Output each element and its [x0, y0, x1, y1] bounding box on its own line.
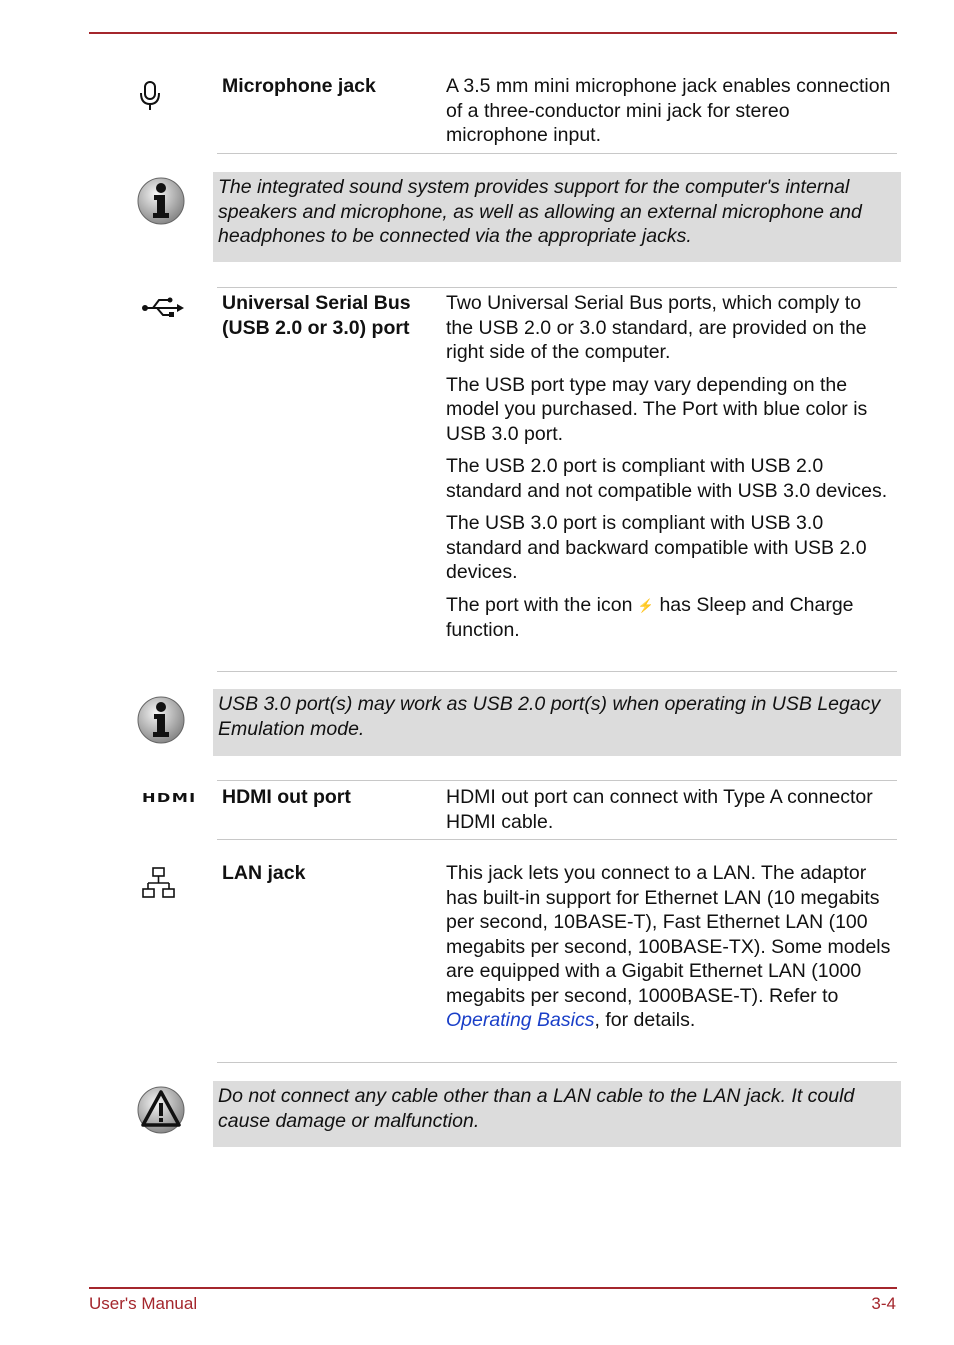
lan-text-after: , for details.	[594, 1009, 696, 1031]
header-rule	[89, 32, 897, 34]
footer-rule	[89, 1287, 897, 1289]
note-sound-system-text: The integrated sound system provides support for the computer's internal speakers and microphone, as well as allowing an external microphone and headphones to be connected via the appropriate jacks.	[218, 176, 862, 247]
lan-jack-description	[446, 861, 891, 1033]
sleep-and-charge-icon: ⚡	[637, 597, 655, 613]
divider	[217, 839, 897, 840]
usb-port-term: Universal Serial Bus (USB 2.0 or 3.0) port	[222, 292, 411, 339]
page-number: 3-4	[871, 1294, 896, 1313]
info-icon	[136, 176, 186, 233]
usb-p5-before: The port with the icon	[446, 593, 638, 616]
warning-lan-cable-text: Do not connect any cable other than a LAN cable to the LAN jack. It could cause damage or malfunction.	[218, 1085, 855, 1132]
lan-icon	[141, 866, 177, 907]
lan-jack-text	[446, 861, 891, 1033]
usb-p5-after: has Sleep and Charge function.	[446, 593, 854, 641]
hdmi-port-text: HDMI out port can connect with Type A connector HDMI cable.	[446, 786, 873, 833]
usb-paragraph: Two Universal Serial Bus ports, which comply to the USB 2.0 or 3.0 standard, are provided on the right side of the computer.	[446, 292, 867, 363]
microphone-icon	[139, 80, 161, 119]
usb-paragraph: The USB 2.0 port is compliant with USB 2.0 standard and not compatible with USB 3.0 devices.	[446, 455, 888, 502]
note-usb-legacy-text: USB 3.0 port(s) may work as USB 2.0 port(s) when operating in USB Legacy Emulation mode.	[218, 693, 881, 740]
usb-port-description	[446, 291, 891, 643]
warning-icon	[136, 1085, 186, 1142]
lan-jack-term: LAN jack	[222, 862, 306, 884]
note-usb-legacy	[213, 689, 901, 756]
usb-paragraph	[446, 593, 891, 643]
divider	[217, 780, 897, 781]
hdmi-port-description	[446, 785, 891, 834]
warning-lan-cable	[213, 1081, 901, 1147]
divider	[217, 1062, 897, 1063]
footer-title: User's Manual	[89, 1294, 198, 1313]
usb-paragraph: The USB port type may vary depending on the model you purchased. The Port with blue color is USB 3.0 port.	[446, 373, 868, 445]
microphone-jack-text: A 3.5 mm mini microphone jack enables connection of a three-conductor mini jack for stereo microphone input.	[446, 75, 891, 146]
usb-paragraph: The USB 3.0 port is compliant with USB 3.0 standard and backward compatible with USB 2.0 devices.	[446, 512, 867, 583]
note-sound-system	[213, 172, 901, 262]
hdmi-port-term: HDMI out port	[222, 786, 351, 808]
operating-basics-link[interactable]: Operating Basics	[446, 1009, 595, 1031]
hdmi-icon: HDMI	[142, 791, 197, 805]
lan-text-before: This jack lets you connect to a LAN. The adaptor has built-in support for Ethernet LAN (10 megabits per second, 10BASE-T), Fast Ethernet LAN (100 megabits per second, 100BASE-TX). Some models are equipped with a Gigabit Ethernet LAN (1000 megabits per second, 1000BASE-T). Refer to	[446, 862, 891, 1007]
usb-icon	[141, 296, 185, 327]
divider	[217, 153, 897, 154]
microphone-jack-term: Microphone jack	[222, 75, 376, 97]
microphone-jack-description	[446, 74, 891, 148]
divider	[217, 671, 897, 672]
info-icon	[136, 695, 186, 752]
divider	[217, 287, 897, 288]
